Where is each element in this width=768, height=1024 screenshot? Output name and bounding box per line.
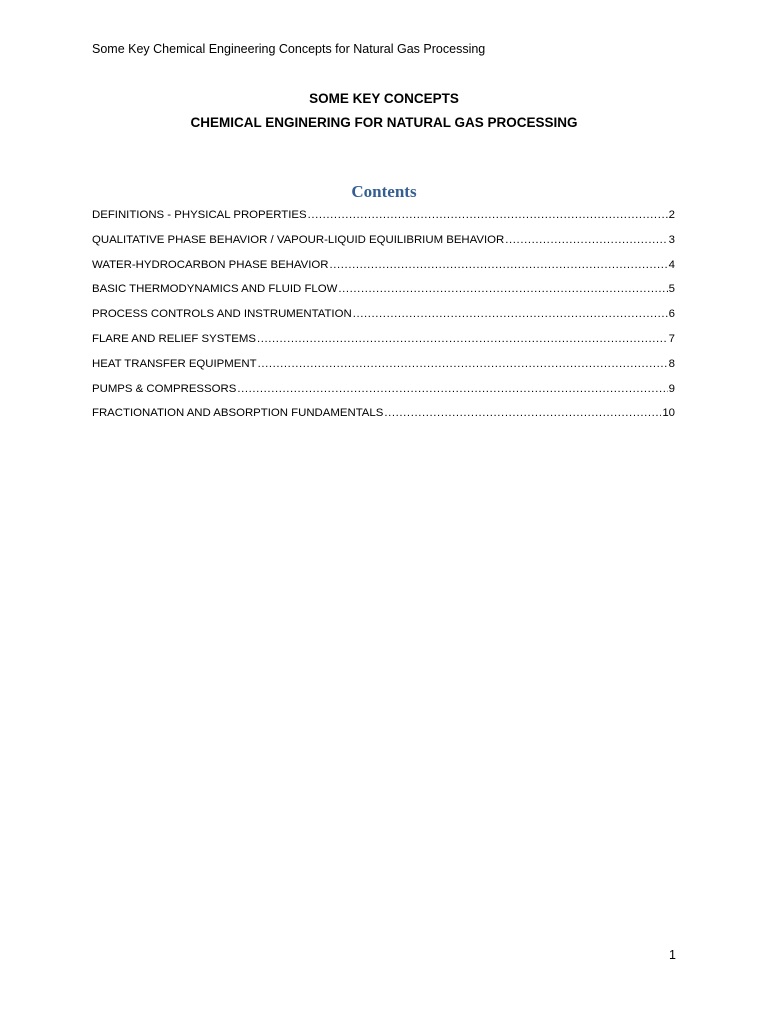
toc-entry-title: QUALITATIVE PHASE BEHAVIOR / VAPOUR-LIQUID EQUILIBRIUM BEHAVIOR bbox=[92, 233, 505, 246]
toc-entry-phase-behavior[interactable] bbox=[92, 231, 675, 256]
document-title-line-2: CHEMICAL ENGINERING FOR NATURAL GAS PROCESSING bbox=[190, 115, 578, 130]
toc-entry-water-hydrocarbon[interactable] bbox=[92, 256, 675, 281]
toc-dot-leader bbox=[330, 256, 668, 274]
toc-entry-fractionation[interactable] bbox=[92, 404, 675, 429]
toc-entry-title: WATER-HYDROCARBON PHASE BEHAVIOR bbox=[92, 258, 329, 271]
toc-entry-pumps-compressors[interactable] bbox=[92, 380, 675, 405]
toc-dot-leader bbox=[258, 355, 668, 373]
toc-entry-page: 6 bbox=[668, 308, 675, 321]
toc-entry-title: FLARE AND RELIEF SYSTEMS bbox=[92, 332, 256, 345]
toc-entry-definitions[interactable] bbox=[92, 206, 675, 231]
toc-dot-leader bbox=[353, 305, 668, 323]
toc-entry-flare-relief[interactable] bbox=[92, 330, 675, 355]
toc-dot-leader bbox=[257, 330, 668, 348]
toc-dot-leader bbox=[237, 380, 667, 398]
toc-entry-title: HEAT TRANSFER EQUIPMENT bbox=[92, 357, 257, 370]
toc-entry-title: DEFINITIONS - PHYSICAL PROPERTIES bbox=[92, 209, 307, 221]
toc-dot-leader bbox=[308, 206, 668, 224]
toc-entry-title: PROCESS CONTROLS AND INSTRUMENTATION bbox=[92, 308, 352, 321]
toc-entry-heat-transfer[interactable] bbox=[92, 355, 675, 380]
toc-entry-page: 7 bbox=[668, 332, 675, 345]
toc-entry-title: BASIC THERMODYNAMICS AND FLUID FLOW bbox=[92, 283, 338, 296]
toc-dot-leader bbox=[505, 231, 667, 249]
toc-entry-page: 8 bbox=[668, 357, 675, 370]
table-of-contents bbox=[92, 206, 675, 429]
page-number: 1 bbox=[669, 948, 676, 962]
contents-heading: Contents bbox=[351, 182, 417, 201]
toc-entry-page: 5 bbox=[668, 283, 675, 296]
toc-entry-page: 3 bbox=[668, 233, 675, 246]
toc-entry-process-controls[interactable] bbox=[92, 305, 675, 330]
toc-entry-page: 2 bbox=[668, 209, 675, 221]
toc-entry-page: 4 bbox=[668, 258, 675, 271]
toc-entry-page: 9 bbox=[668, 382, 675, 395]
toc-entry-title: FRACTIONATION AND ABSORPTION FUNDAMENTALS bbox=[92, 407, 384, 420]
toc-entry-title: PUMPS & COMPRESSORS bbox=[92, 382, 237, 395]
document-title-line-1: SOME KEY CONCEPTS bbox=[309, 91, 459, 106]
running-header: Some Key Chemical Engineering Concepts for Natural Gas Processing bbox=[92, 42, 486, 56]
toc-entry-page: 10 bbox=[662, 407, 675, 420]
toc-dot-leader bbox=[384, 404, 661, 422]
toc-entry-thermodynamics[interactable] bbox=[92, 280, 675, 305]
toc-dot-leader bbox=[338, 280, 667, 298]
